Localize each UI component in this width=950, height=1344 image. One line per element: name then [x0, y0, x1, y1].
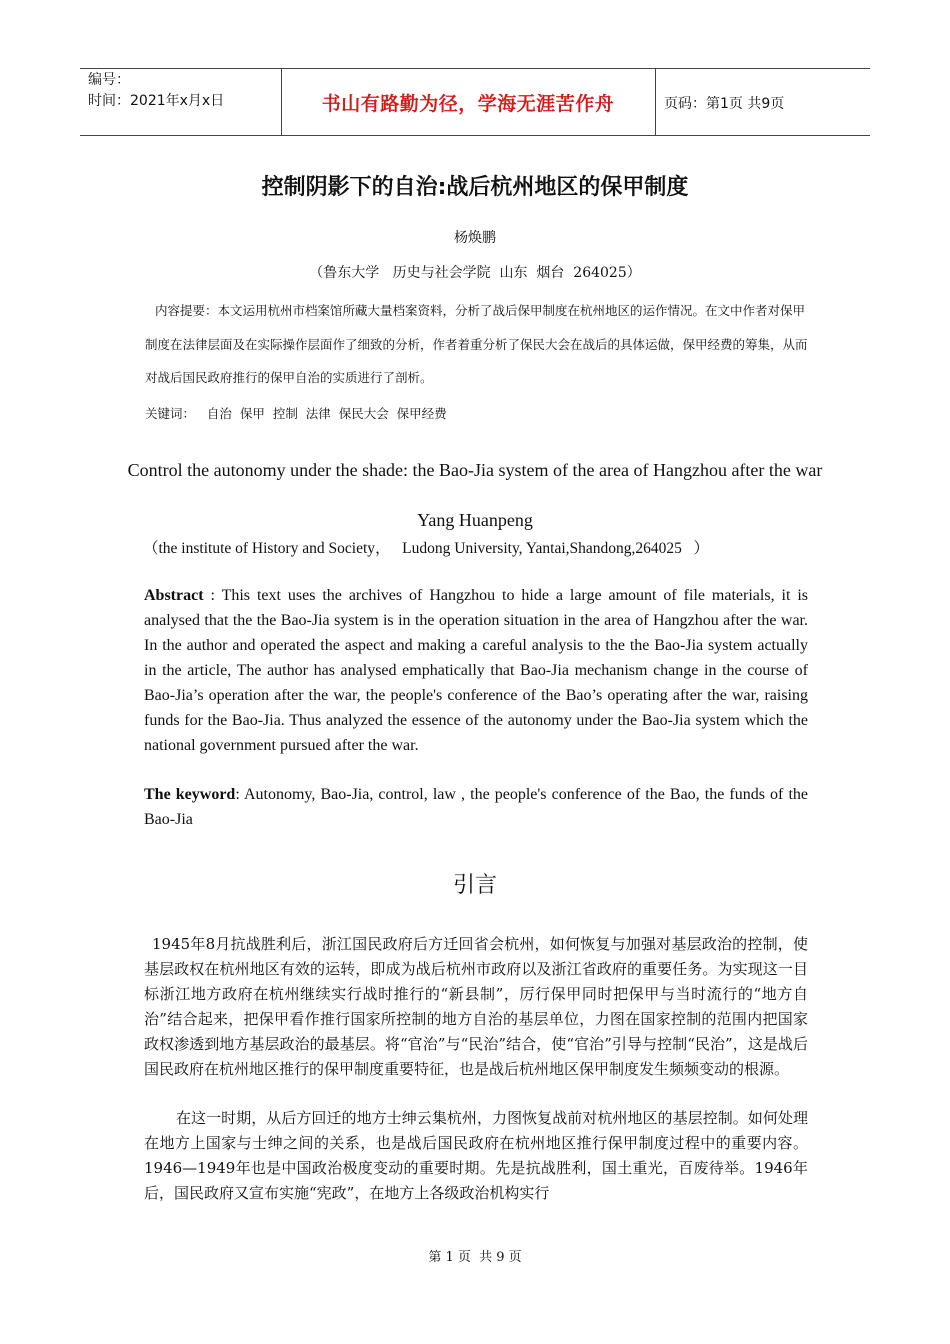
author-name-en: Yang Huanpeng	[417, 510, 533, 530]
abstract-label: Abstract	[144, 587, 204, 604]
keywords-cn: 关键词： 自治 保甲 控制 法律 保民大会 保甲经费	[145, 406, 447, 421]
document-number-label: 编号：	[88, 72, 130, 88]
header-page-info: 页码：第1页 共9页	[664, 96, 785, 112]
body-paragraph: 在这一时期，从后方回迁的地方士绅云集杭州，力图恢复战前对杭州地区的基层控制。如何处理在地方上国家与士绅之间的关系，也是战后国民政府在杭州地区推行保甲制度过程中的重要内容。1946—1949年也是中国政治极度变动的重要时期。先是抗战胜利，国土重光，百废待举。1946年后，国民政府又宣布实施“宪政”，在地方上各级政治机构实行	[144, 1109, 808, 1202]
section-title-introduction: 引言	[452, 873, 497, 898]
page-footer: 第 1 页 共 9 页	[428, 1250, 522, 1265]
abstract-en-text: : This text uses the archives of Hangzhou to hide a large amount of file materials, it is analysed that the the Bao-Jia system is in the operation situation in the area of Hangzhou after the war. In the author and operated the aspect and making a careful analysis to the the Bao-Jia system actually in the article, The author has analysed emphatically that Bao-Jia mechanism change in the course of Bao-Jia’s operation after the war, the people's conference of the Bao’s operating after the war, raising funds for the Bao-Jia. Thus analyzed the essence of the autonomy under the Bao-Jia system which the national government pursued after the war.	[144, 587, 808, 754]
document-time-label: 时间：2021年x月x日	[88, 93, 225, 109]
abstract-cn: 内容提要：本文运用杭州市档案馆所藏大量档案资料，分析了战后保甲制度在杭州地区的运作情况。在文中作者对保甲制度在法律层面及在实际操作层面作了细致的分析，作者着重分析了保民大会在战后的具体运做，保甲经费的筹集，从而对战后国民政府推行的保甲自治的实质进行了剖析。	[145, 303, 808, 385]
keywords-en-text: : Autonomy, Bao-Jia, control, law , the people's conference of the Bao, the funds of the Bao-Jia	[144, 786, 809, 828]
affiliation-en: （the institute of History and Society， Ludong University, Yantai,Shandong,264025 ）	[143, 540, 709, 557]
body-paragraph: 1945年8月抗战胜利后，浙江国民政府后方迁回省会杭州，如何恢复与加强对基层政治的控制，使基层政权在杭州地区有效的运转，即成为战后杭州市政府以及浙江省政府的重要任务。为实现这一目标浙江地方政府在杭州继续实行战时推行的“新县制”，厉行保甲同时把保甲与当时流行的“地方自治”结合起来，把保甲看作推行国家所控制的地方自治的基层单位，力图在国家控制的范围内把国家政权渗透到地方基层政治的最基层。将“官治”与“民治”结合，使“官治”引导与控制“民治”，这是战后国民政府在杭州地区推行的保甲制度重要特征，也是战后杭州地区保甲制度发生频频变动的根源。	[144, 935, 808, 1078]
header-bottom-rule	[80, 135, 870, 136]
keywords-en	[144, 782, 808, 832]
header-meta	[88, 70, 224, 112]
header-motto: 书山有路勤为径，学海无涯苦作舟	[321, 93, 615, 115]
author-name-cn: 杨焕鹏	[454, 230, 496, 246]
keyword-label: The keyword	[144, 786, 236, 803]
header-top-rule	[80, 68, 870, 69]
abstract-en	[144, 583, 808, 758]
header-divider-2	[655, 68, 656, 136]
paper-title: 控制阴影下的自治:战后杭州地区的保甲制度	[261, 175, 689, 200]
affiliation-cn: （鲁东大学 历史与社会学院 山东 烟台 264025）	[309, 265, 641, 281]
paper-title-en: Control the autonomy under the shade: the Bao-Jia system of the area of Hangzhou after the war	[127, 460, 823, 480]
